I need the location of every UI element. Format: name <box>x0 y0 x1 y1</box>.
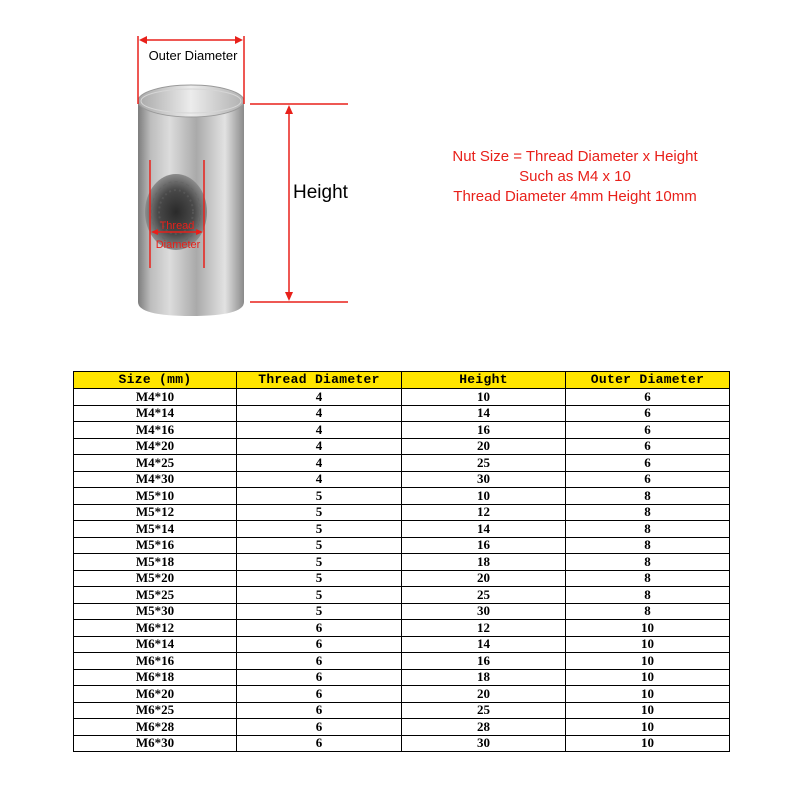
header-outer-diameter: Outer Diameter <box>566 372 730 389</box>
table-row <box>74 488 730 505</box>
cell-size: M6*30 <box>74 735 237 752</box>
cell-outer-diameter: 8 <box>566 570 730 587</box>
cell-height: 18 <box>402 554 566 571</box>
cell-outer-diameter: 6 <box>566 422 730 439</box>
table-row <box>74 735 730 752</box>
cell-thread-diameter: 5 <box>237 504 402 521</box>
cell-thread-diameter: 4 <box>237 405 402 422</box>
cell-height: 16 <box>402 653 566 670</box>
cell-height: 28 <box>402 719 566 736</box>
size-caption <box>400 147 750 207</box>
cell-size: M4*30 <box>74 471 237 488</box>
cell-size: M5*18 <box>74 554 237 571</box>
thread-diameter-label-line2: Diameter <box>155 239 201 251</box>
cell-thread-diameter: 4 <box>237 422 402 439</box>
cell-outer-diameter: 8 <box>566 488 730 505</box>
caption-line-1: Nut Size = Thread Diameter x Height <box>452 148 698 165</box>
cell-height: 30 <box>402 603 566 620</box>
cell-thread-diameter: 5 <box>237 554 402 571</box>
cell-outer-diameter: 6 <box>566 471 730 488</box>
cell-height: 20 <box>402 686 566 703</box>
header-thread-diameter: Thread Diameter <box>237 372 402 389</box>
cell-height: 16 <box>402 537 566 554</box>
size-spec-table <box>73 371 730 752</box>
cell-size: M4*16 <box>74 422 237 439</box>
cell-outer-diameter: 6 <box>566 389 730 406</box>
height-dimension <box>250 104 349 302</box>
cell-size: M6*28 <box>74 719 237 736</box>
cell-thread-diameter: 5 <box>237 521 402 538</box>
height-label: Height <box>293 182 348 203</box>
cell-height: 25 <box>402 587 566 604</box>
cell-thread-diameter: 6 <box>237 636 402 653</box>
table-row <box>74 455 730 472</box>
cell-size: M5*25 <box>74 587 237 604</box>
cell-height: 10 <box>402 488 566 505</box>
cell-outer-diameter: 8 <box>566 504 730 521</box>
header-height: Height <box>402 372 566 389</box>
cell-size: M4*25 <box>74 455 237 472</box>
cell-height: 10 <box>402 389 566 406</box>
cell-outer-diameter: 10 <box>566 636 730 653</box>
table-row <box>74 587 730 604</box>
table-body <box>74 389 730 752</box>
cell-height: 20 <box>402 570 566 587</box>
cell-thread-diameter: 6 <box>237 686 402 703</box>
table-row <box>74 438 730 455</box>
table-row <box>74 719 730 736</box>
cell-height: 25 <box>402 702 566 719</box>
cell-height: 16 <box>402 422 566 439</box>
barrel-nut-image <box>138 85 244 316</box>
cell-thread-diameter: 5 <box>237 537 402 554</box>
thread-diameter-label-line1: Thread <box>159 220 195 232</box>
table-row <box>74 620 730 637</box>
cell-size: M6*20 <box>74 686 237 703</box>
cell-outer-diameter: 6 <box>566 455 730 472</box>
cell-size: M5*10 <box>74 488 237 505</box>
cell-thread-diameter: 4 <box>237 438 402 455</box>
cell-outer-diameter: 8 <box>566 521 730 538</box>
table-row <box>74 521 730 538</box>
cell-thread-diameter: 6 <box>237 702 402 719</box>
caption-line-2: Such as M4 x 10 <box>519 168 631 185</box>
cell-outer-diameter: 10 <box>566 669 730 686</box>
outer-diameter-label: Outer Diameter <box>148 48 238 63</box>
table-row <box>74 389 730 406</box>
table-row <box>74 686 730 703</box>
cell-height: 20 <box>402 438 566 455</box>
table-header-row <box>74 372 730 389</box>
cell-thread-diameter: 4 <box>237 471 402 488</box>
cell-thread-diameter: 6 <box>237 653 402 670</box>
cell-size: M4*14 <box>74 405 237 422</box>
table-row <box>74 405 730 422</box>
cell-size: M5*30 <box>74 603 237 620</box>
cell-thread-diameter: 6 <box>237 735 402 752</box>
cell-height: 30 <box>402 735 566 752</box>
cell-size: M6*18 <box>74 669 237 686</box>
cell-size: M5*12 <box>74 504 237 521</box>
cell-size: M4*10 <box>74 389 237 406</box>
cell-thread-diameter: 4 <box>237 455 402 472</box>
cell-size: M6*25 <box>74 702 237 719</box>
cell-height: 14 <box>402 521 566 538</box>
cell-height: 12 <box>402 504 566 521</box>
cell-outer-diameter: 10 <box>566 653 730 670</box>
cell-size: M6*14 <box>74 636 237 653</box>
cell-thread-diameter: 6 <box>237 719 402 736</box>
cell-outer-diameter: 6 <box>566 438 730 455</box>
caption-line-3: Thread Diameter 4mm Height 10mm <box>453 188 697 205</box>
cell-height: 25 <box>402 455 566 472</box>
cell-height: 30 <box>402 471 566 488</box>
cell-outer-diameter: 10 <box>566 719 730 736</box>
cell-thread-diameter: 5 <box>237 587 402 604</box>
table-row <box>74 570 730 587</box>
cell-size: M5*16 <box>74 537 237 554</box>
cell-thread-diameter: 5 <box>237 603 402 620</box>
cell-outer-diameter: 8 <box>566 587 730 604</box>
cell-thread-diameter: 6 <box>237 620 402 637</box>
table-row <box>74 669 730 686</box>
cell-size: M5*20 <box>74 570 237 587</box>
cell-outer-diameter: 10 <box>566 735 730 752</box>
cell-size: M6*16 <box>74 653 237 670</box>
table-row <box>74 653 730 670</box>
cell-thread-diameter: 5 <box>237 488 402 505</box>
table-row <box>74 554 730 571</box>
cell-thread-diameter: 5 <box>237 570 402 587</box>
table-row <box>74 603 730 620</box>
cell-height: 12 <box>402 620 566 637</box>
cell-outer-diameter: 10 <box>566 620 730 637</box>
table-row <box>74 537 730 554</box>
cell-outer-diameter: 8 <box>566 537 730 554</box>
header-size: Size (mm) <box>74 372 237 389</box>
cell-size: M6*12 <box>74 620 237 637</box>
table-row <box>74 471 730 488</box>
cell-size: M4*20 <box>74 438 237 455</box>
cell-outer-diameter: 8 <box>566 603 730 620</box>
cell-height: 14 <box>402 405 566 422</box>
cell-height: 18 <box>402 669 566 686</box>
cell-outer-diameter: 10 <box>566 702 730 719</box>
table-row <box>74 702 730 719</box>
cell-thread-diameter: 6 <box>237 669 402 686</box>
cell-outer-diameter: 6 <box>566 405 730 422</box>
cell-outer-diameter: 8 <box>566 554 730 571</box>
table-row <box>74 504 730 521</box>
cell-thread-diameter: 4 <box>237 389 402 406</box>
cell-outer-diameter: 10 <box>566 686 730 703</box>
table-row <box>74 422 730 439</box>
table-row <box>74 636 730 653</box>
cell-height: 14 <box>402 636 566 653</box>
cell-size: M5*14 <box>74 521 237 538</box>
